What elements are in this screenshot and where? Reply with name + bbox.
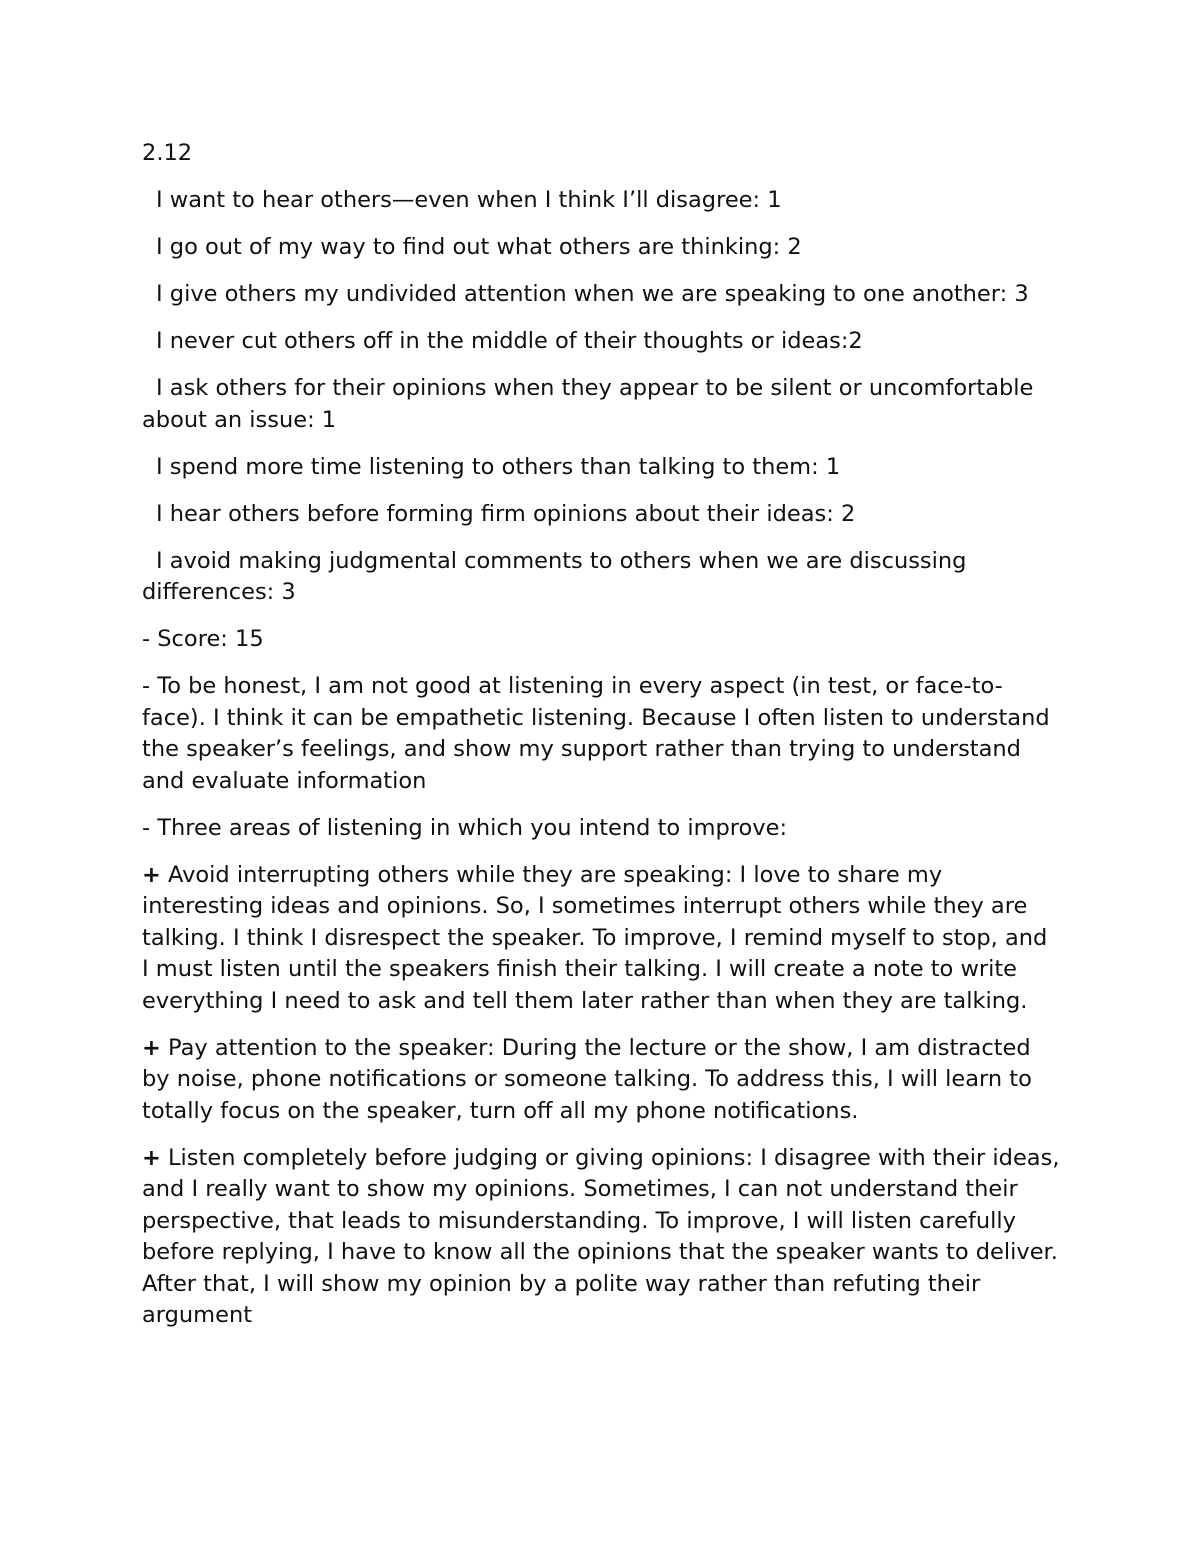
reflection-paragraph: - To be honest, I am not good at listening in every aspect (in test, or face-to-face). I think it can be empathetic listening. Because I often listen to understand the speaker’s feelings, and show my support rather than trying to understand and evaluate information [142, 673, 1050, 794]
improvement-area-text: Avoid interrupting others while they are speaking: I love to share my interesting ideas and opinions. So, I sometimes interrupt others while they are talking. I think I disrespect the speaker. To improve, I remind myself to stop, and I must listen until the speakers finish their talking. I will create a note to write everything I need to ask and tell them later rather than when they are talking. [142, 861, 1048, 1014]
improvement-area-text: Pay attention to the speaker: During the lecture or the show, I am distracted by noise, phone notifications or someone talking. To address this, I will learn to totally focus on the speaker, turn off all my phone notifications. [142, 1034, 1032, 1124]
improvement-area [142, 1033, 1060, 1128]
listening-item [142, 185, 1060, 217]
score-line: - Score: 15 [142, 626, 264, 652]
listening-item [142, 546, 1060, 609]
listening-item [142, 232, 1060, 264]
plus-icon: + [142, 1144, 161, 1171]
listening-item-text: I go out of my way to find out what others are thinking: 2 [156, 234, 802, 260]
improvement-heading: - Three areas of listening in which you intend to improve: [142, 814, 788, 841]
listening-item [142, 499, 1060, 531]
listening-item-text: I ask others for their opinions when they appear to be silent or uncomfortable about an issue: 1 [142, 375, 1034, 433]
document-body [142, 138, 1060, 1347]
listening-item [142, 373, 1060, 436]
listening-item-text: I never cut others off in the middle of their thoughts or ideas:2 [156, 328, 863, 354]
listening-item [142, 326, 1060, 358]
plus-icon: + [142, 861, 161, 888]
listening-item-text: I want to hear others—even when I think I’ll disagree: 1 [156, 187, 782, 213]
listening-item [142, 279, 1060, 311]
listening-item [142, 452, 1060, 484]
listening-item-text: I spend more time listening to others than talking to them: 1 [156, 453, 841, 480]
improvement-area-text: Listen completely before judging or giving opinions: I disagree with their ideas, and I really want to show my opinions. Sometimes, I can not understand their perspective, that leads to misunderstanding. To improve, I will listen carefully before replying, I have to know all the opinions that the speaker wants to deliver. After that, I will show my opinion by a polite way rather than refuting their argument [142, 1144, 1060, 1328]
listening-item-text: I hear others before forming firm opinions about their ideas: 2 [156, 500, 856, 527]
improvement-area [142, 1143, 1060, 1332]
listening-item-text: I give others my undivided attention when we are speaking to one another: 3 [156, 281, 1029, 307]
plus-icon: + [142, 1034, 161, 1061]
section-heading: 2.12 [142, 140, 193, 166]
improvement-area [142, 860, 1060, 1018]
listening-item-text: I avoid making judgmental comments to others when we are discussing differences: 3 [142, 547, 967, 605]
